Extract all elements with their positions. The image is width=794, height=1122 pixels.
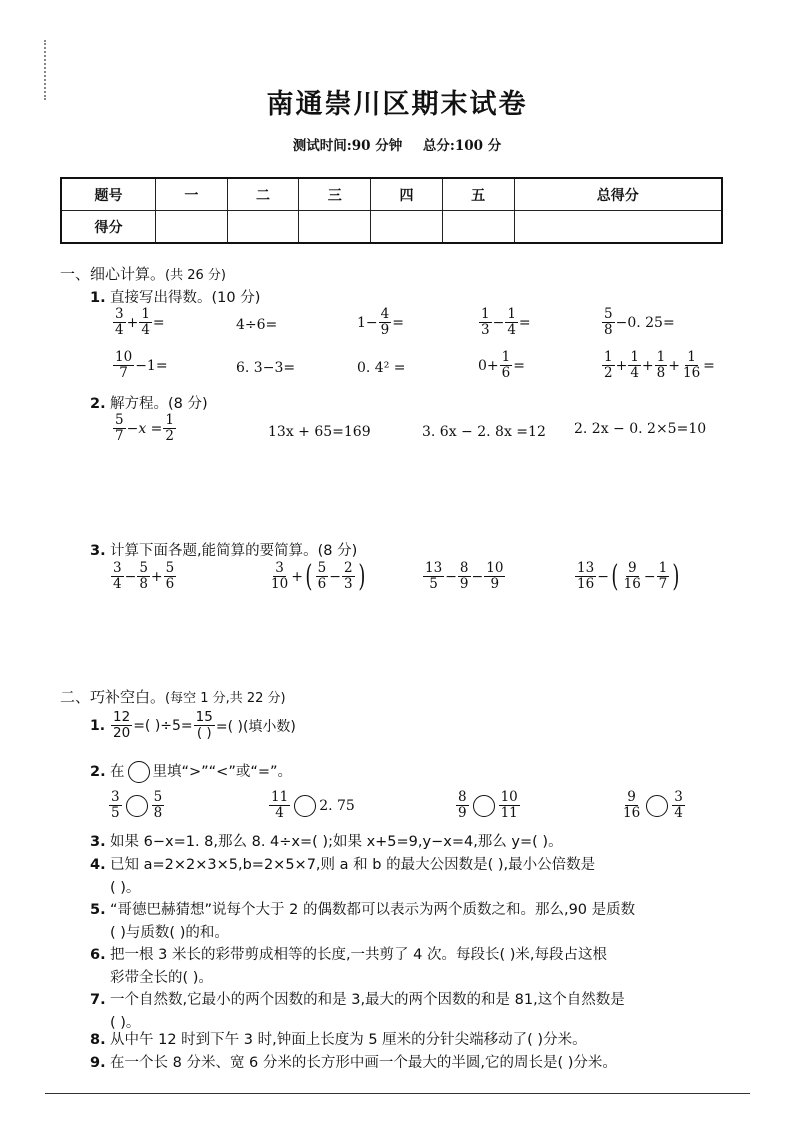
score-input-cell[interactable] — [299, 211, 371, 244]
simplify-item: $\frac{3}{10}$ + ( $\frac{5}{6}$ − $\frac{2}{3}$ ) — [271, 558, 365, 594]
compare-item: $\frac{8}{9}$ $\frac{10}{11}$ — [458, 789, 518, 821]
score-table-score-row — [61, 211, 722, 244]
score-header-cell: 总得分 — [514, 178, 722, 211]
s2-q4-cont: ( )。 — [110, 880, 141, 896]
s2-q5-cont: ( )与质数( )的和。 — [110, 925, 229, 941]
compare-item: $\frac{9}{16}$ $\frac{3}{4}$ — [623, 789, 683, 821]
fraction: $\frac{1}{6}$ — [501, 349, 511, 381]
calc-item: $\frac{10}{7}$ −1= — [115, 349, 168, 381]
s2-q6-cont: 彩带全长的( )。 — [110, 970, 213, 986]
fraction: $\frac{1}{16}$ — [682, 349, 701, 381]
score-row-label: 得分 — [61, 211, 156, 244]
calc-item: 4÷6= — [236, 317, 278, 333]
q-title: 解方程。(8 分) — [110, 396, 208, 412]
s2-q5: 5. “哥德巴赫猜想”说每个大于 2 的偶数都可以表示为两个质数之和。那么,90 是质数 — [90, 902, 636, 918]
fraction: $\frac{1}{3}$ — [481, 306, 490, 338]
calc-item: 1− $\frac{4}{9}$ = — [357, 306, 404, 338]
calc-item: $\frac{1}{2}$ + $\frac{1}{4}$ + $\frac{1}{8}$ + $\frac{1}{16}$ = — [604, 349, 715, 381]
exam-subtitle — [0, 134, 794, 154]
score-header-cell: 三 — [299, 178, 371, 211]
q-number: 3. — [90, 543, 106, 559]
compare-circle-icon[interactable] — [473, 795, 495, 817]
q-title: 直接写出得数。(10 分) — [110, 290, 261, 306]
compare-circle-icon — [128, 761, 150, 783]
compare-circle-icon[interactable] — [126, 795, 148, 817]
q-number: 1. — [90, 290, 106, 306]
compare-circle-icon[interactable] — [294, 795, 316, 817]
s2-q6: 6. 把一根 3 米长的彩带剪成相等的长度,一共剪了 4 次。每段长( )米,每段占这根 — [90, 947, 608, 963]
equation-item: 2. 2x − 0. 2×5=10 — [574, 421, 707, 437]
s2-q7-cont: ( )。 — [110, 1015, 141, 1031]
fraction: $\frac{4}{9}$ — [380, 306, 390, 338]
score-header-cell: 二 — [227, 178, 299, 211]
q-number: 2. — [90, 396, 106, 412]
score-header-cell: 五 — [442, 178, 514, 211]
simplify-item: $\frac{13}{5}$ − $\frac{8}{9}$ − $\frac{10}{9}$ — [425, 560, 504, 592]
equation-item: 3. 6x − 2. 8x =12 — [422, 424, 546, 440]
fraction: $\frac{1}{4}$ — [630, 349, 639, 381]
section2-note: (每空 1 分,共 22 分) — [165, 691, 286, 706]
score-input-cell[interactable] — [371, 211, 443, 244]
q-title: 计算下面各题,能简算的要简算。(8 分) — [110, 543, 358, 559]
s2-q8: 8. 从中午 12 时到下午 3 时,钟面上长度为 5 厘米的分针尖端移动了( )分米。 — [90, 1032, 587, 1048]
compare-circle-icon[interactable] — [646, 795, 668, 817]
section2-title: 二、巧补空白。 — [60, 688, 166, 706]
simplify-item: $\frac{3}{4}$ − $\frac{5}{8}$ + $\frac{5}{6}$ — [113, 560, 175, 592]
section1-note: (共 26 分) — [165, 268, 226, 283]
s1-q2-title — [90, 392, 208, 413]
exam-time: 测试时间:90 分钟 — [292, 138, 403, 154]
fraction: $\frac{1}{2}$ — [165, 412, 174, 444]
score-header-cell: 一 — [156, 178, 228, 211]
score-input-cell[interactable] — [514, 211, 722, 244]
footer-rule — [45, 1093, 750, 1094]
score-input-cell[interactable] — [442, 211, 514, 244]
s1-q3-title — [90, 539, 357, 560]
fraction: $\frac{1}{8}$ — [656, 349, 666, 381]
fraction: $\frac{1}{4}$ — [141, 306, 150, 338]
s2-q1: 1. $\frac{12}{20}$ =( )÷5= $\frac{15}{( )}$ =( )(填小数) — [90, 709, 296, 741]
compare-item: $\frac{11}{4}$ 2. 75 — [271, 789, 355, 821]
fraction: $\frac{1}{2}$ — [604, 349, 613, 381]
compare-item: $\frac{3}{5}$ $\frac{5}{8}$ — [111, 789, 163, 821]
score-header-cell: 四 — [371, 178, 443, 211]
binding-margin-line — [44, 40, 46, 100]
s2-q7: 7. 一个自然数,它最小的两个因数的和是 3,最大的两个因数的和是 81,这个自然数是 — [90, 992, 625, 1008]
calc-item: $\frac{1}{3}$ − $\frac{1}{4}$ = — [481, 306, 531, 338]
section2-heading — [60, 686, 286, 707]
equation-item: $\frac{5}{7}$ −x = $\frac{1}{2}$ — [115, 412, 174, 444]
score-input-cell[interactable] — [156, 211, 228, 244]
equation-item: 13x + 65=169 — [268, 424, 371, 440]
s1-q1-title — [90, 286, 260, 307]
calc-item: $\frac{3}{4}$ + $\frac{1}{4}$ = — [115, 306, 165, 338]
score-header-cell: 题号 — [61, 178, 156, 211]
exam-total: 总分:100 分 — [422, 138, 502, 154]
score-table-header-row — [61, 178, 722, 211]
calc-item: 6. 3−3= — [236, 360, 296, 376]
s2-q2: 2. 在 里填“>”“<”或“=”。 — [90, 760, 292, 783]
fraction: $\frac{5}{7}$ — [115, 412, 124, 444]
score-table — [60, 177, 723, 244]
s2-q9: 9. 在一个长 8 分米、宽 6 分米的长方形中画一个最大的半圆,它的周长是( )分米。 — [90, 1055, 617, 1071]
s2-q3: 3. 如果 6−x=1. 8,那么 8. 4÷x=( );如果 x+5=9,y−x=4,那么 y=( )。 — [90, 834, 563, 850]
simplify-item: $\frac{13}{16}$ − ( $\frac{9}{16}$ − $\frac{1}{7}$ ) — [577, 558, 680, 594]
calc-item: 0+ $\frac{1}{6}$ = — [478, 349, 525, 381]
s2-q4: 4. 已知 a=2×2×3×5,b=2×5×7,则 a 和 b 的最大公因数是( ),最小公倍数是 — [90, 857, 596, 873]
calc-item: 0. 4² = — [357, 360, 406, 376]
calc-item: $\frac{5}{8}$ −0. 25= — [604, 306, 675, 338]
fraction: $\frac{3}{4}$ — [115, 306, 124, 338]
score-input-cell[interactable] — [227, 211, 299, 244]
exam-title: 南通崇川区期末试卷 — [266, 89, 528, 120]
fraction: $\frac{1}{4}$ — [507, 306, 516, 338]
section1-title: 一、细心计算。 — [60, 265, 166, 283]
fraction: $\frac{10}{7}$ — [115, 349, 133, 381]
section1-heading — [60, 263, 226, 284]
fraction: $\frac{5}{8}$ — [604, 306, 613, 338]
